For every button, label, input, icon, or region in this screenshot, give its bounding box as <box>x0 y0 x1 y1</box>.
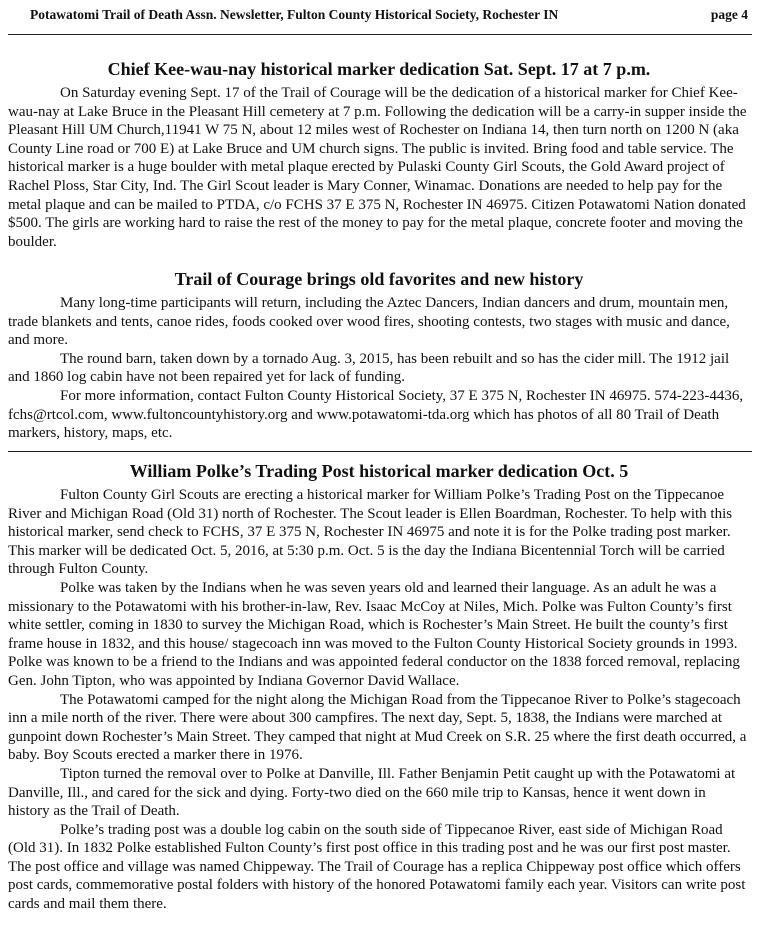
article-polke-trading-post <box>8 460 750 914</box>
article-paragraph: For more information, contact Fulton County Historical Society, 37 E 375 N, Rochester IN 46975. 574-223-4436, fchs@rtcol.com, www.fultoncountyhistory.org and www.potawatomi-tda.org which has photos of all 80 Trail of Death markers, history, maps, etc. <box>8 387 744 442</box>
page-header <box>30 7 748 27</box>
article-headline: Chief Kee-wau-nay historical marker dedication Sat. Sept. 17 at 7 p.m. <box>107 59 651 79</box>
newsletter-title: Potawatomi Trail of Death Assn. Newsletter, Fulton County Historical Society, Rochester IN <box>30 7 559 22</box>
article-paragraph: Many long-time participants will return, including the Aztec Dancers, Indian dancers and drum, mountain men, trade blankets and tents, canoe rides, foods cooked over wood fires, shooting contests, two stages with music and dance, and more. <box>8 295 730 349</box>
article-paragraph: Tipton turned the removal over to Polke at Danville, Ill. Father Benjamin Petit caught up with the Potawatomi at Danville, Ill., and cared for the sick and dying. Forty-two died on the 660 mile trip to Kansas, hence it went down in history as the Trail of Death. <box>8 765 736 820</box>
article-kee-wau-nay <box>8 58 750 251</box>
article-headline: William Polke’s Trading Post historical marker dedication Oct. 5 <box>129 461 629 481</box>
article-paragraph: Fulton County Girl Scouts are erecting a historical marker for William Polke’s Trading Post on the Tippecanoe River and Michigan Road (Old 31) north of Rochester. The Scout leader is Ellen Boardman, Rochester. To help with this historical marker, send check to FCHS, 37 E 375 N, Rochester IN 46975 and note it is for the Polke trading post marker. This marker will be dedicated Oct. 5, 2016, at 5:30 p.m. Oct. 5 is the day the Indiana Bicentennial Torch will be carried through Fulton County. <box>8 487 733 578</box>
article-paragraph: Polke’s trading post was a double log cabin on the south side of Tippecanoe River, east side of Michigan Road (Old 31). In 1832 Polke established Fulton County’s first post office in this trading post and he was our first post master. The post office and village was named Chippeway. The Trail of Courage has a replica Chippeway post office which offers post cards, commemorative postal folders with history of the honored Potawatomi family each year. Visitors can write post cards and mail them there. <box>8 821 746 913</box>
article-paragraph: The Potawatomi camped for the night along the Michigan Road from the Tippecanoe River to Polke’s stagecoach inn a mile north of the river. There were about 300 campfires. The next day, Sept. 5, 1838, the Indians were marched at gunpoint down Rochester’s Main Street. They camped that night at Mud Creek on S.R. 25 where the first death occurred, a baby. Boy Scouts erected a marker there in 1976. <box>8 691 747 764</box>
page-number: page 4 <box>710 7 748 22</box>
article-paragraph: The round barn, taken down by a tornado Aug. 3, 2015, has been rebuilt and so has the cider mill. The 1912 jail and 1860 log cabin have not been repaired yet for lack of funding. <box>8 350 730 386</box>
article-headline: Trail of Courage brings old favorites and new history <box>174 269 584 289</box>
article-trail-of-courage <box>8 268 750 443</box>
header-divider <box>8 34 752 35</box>
section-divider <box>8 451 752 452</box>
article-paragraph: On Saturday evening Sept. 17 of the Trail of Courage will be the dedication of a historical marker for Chief Kee-wau-nay at Lake Bruce in the Pleasant Hill cemetery at 7 p.m. Following the dedication will be a carry-in supper inside the Pleasant Hill UM Church,11941 W 75 N, about 12 miles west of Rochester on Indiana 14, then turn north on 1200 N (aka County Line road or 700 E) at Lake Bruce and UM church signs. The public is invited. Bring food and table service. The historical marker is a huge boulder with metal plaque erected by Pulaski County Girl Scouts, the Gold Award project of Rachel Ploss, Star City, Ind. The Girl Scout leader is Mary Conner, Winamac. Donations are needed to help pay for the metal plaque and can be mailed to PTDA, c/o FCHS 37 E 375 N, Rochester IN 46975. Citizen Potawatomi Nation donated $500. The girls are working hard to raise the rest of the money to pay for the metal plaque, concrete footer and moving the boulder. <box>8 85 747 250</box>
article-paragraph: Polke was taken by the Indians when he was seven years old and learned their language. As an adult he was a missionary to the Potawatomi with his brother-in-law, Rev. Isaac McCoy at Niles, Mich. Polke was Fulton County’s first white settler, coming in 1830 to survey the Michigan Road, which is Rochester’s Main Street. He built the county’s first frame house in 1832, and this house/ stagecoach inn was moved to the Fulton County Historical Society grounds in 1993. Polke was known to be a friend to the Indians and was appointed federal conductor on the 1838 forced removal, replacing Gen. John Tipton, who was appointed by Indiana Governor David Wallace. <box>8 579 740 689</box>
